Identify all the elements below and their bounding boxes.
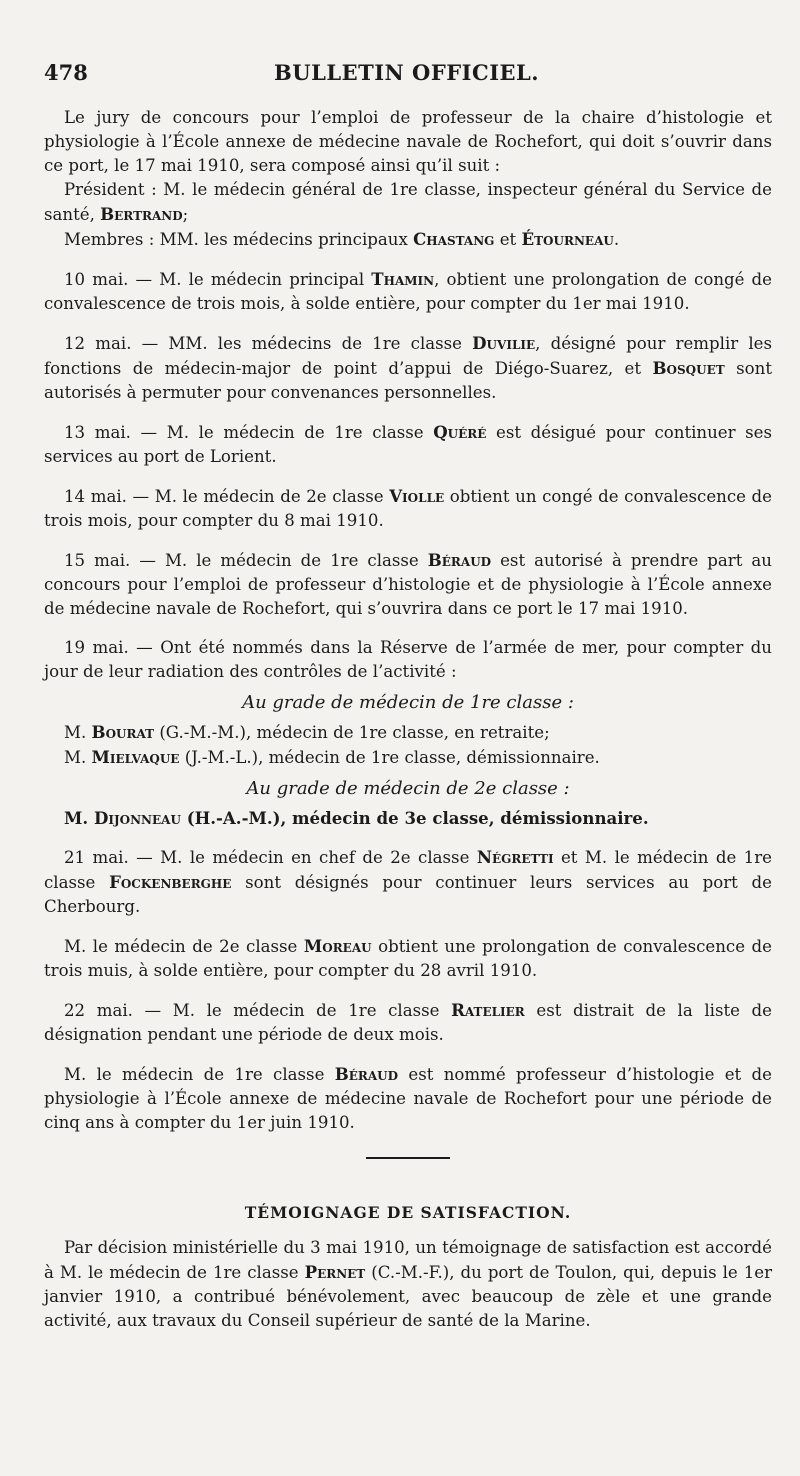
entry-21-mai: 21 mai. — M. le médecin en chef de 2e classe Négretti et M. le médecin de 1re classe Fockenberghe sont désignés pour continuer leurs services au port de Cherbourg.: [44, 847, 772, 916]
entry-13-mai: 13 mai. — M. le médecin de 1re classe Quéré est désigué pour continuer ses services au port de Lorient.: [44, 422, 773, 466]
entry-14-mai: 14 mai. — M. le médecin de 2e classe Violle obtient un congé de convalescence de trois mois, pour compter du 8 mai 1910.: [44, 486, 773, 530]
grade-heading-1: Au grade de médecin de 1re classe :: [242, 692, 574, 713]
entry-moreau: M. le médecin de 2e classe Moreau obtient une prolongation de convalescence de trois muis, à solde entière, pour compter du 28 avril 1910.: [44, 936, 772, 980]
grade-heading-2: Au grade de médecin de 2e classe :: [246, 778, 570, 799]
running-title: BULLETIN OFFICIEL.: [274, 60, 540, 85]
page-header: [44, 60, 772, 100]
satisfaction-paragraph: Par décision ministérielle du 3 mai 1910, un témoignage de satisfaction est accordé à M. le médecin de 1re classe Pernet (C.-M.-F.), du port de Toulon, qui, depuis le 1er janvier 1910, a contribué bénévolement, avec beaucoup de zèle et une grande activité, aux travaux du Conseil supérieur de santé de la Marine.: [44, 1238, 773, 1330]
section-title-satisfaction: TÉMOIGNAGE DE SATISFACTION.: [244, 1203, 572, 1222]
entry-19-mai: 19 mai. — Ont été nommés dans la Réserve de l’armée de mer, pour compter du jour de leur radiation des contrôles de l’activité :: [44, 638, 772, 681]
entry-22-mai: 22 mai. — M. le médecin de 1re classe Ratelier est distrait de la liste de désignation pendant une période de deux mois.: [44, 1000, 772, 1044]
jury-members: Membres : MM. les médecins principaux Chastang et Étourneau.: [64, 229, 620, 249]
entry-15-mai: 15 mai. — M. le médecin de 1re classe Béraud est autorisé à prendre part au concours pour l’emploi de professeur d’histologie et de physiologie à l’École annexe de médecine navale de Rochefort, qui s’ouvrira dans ce port le 17 mai 1910.: [44, 550, 772, 618]
page-number: 478: [44, 60, 88, 85]
jury-paragraph: Le jury de concours pour l’emploi de professeur de la chaire d’histologie et physiologie à l’École annexe de médecine navale de Rochefort, qui doit s’ouvrir dans ce port, le 17 mai 1910, sera composé ainsi qu’il suit :: [44, 108, 772, 175]
entry-beraud-nomination: M. le médecin de 1re classe Béraud est nommé professeur d’histologie et de physiologie à l’École annexe de médecine navale de Rochefort pour une période de cinq ans à compter du 1er juin 1910.: [44, 1064, 772, 1132]
reserve-line-bourat: M. Bourat (G.-M.-M.), médecin de 1re classe, en retraite;: [64, 722, 550, 742]
section-divider: [366, 1157, 450, 1159]
entry-12-mai: 12 mai. — MM. les médecins de 1re classe Duvilie, désigné pour remplir les fonctions de médecin-major de point d’appui de Diégo-Suarez, et Bosquet sont autorisés à permuter pour convenances personnelles.: [44, 333, 772, 402]
entry-10-mai: 10 mai. — M. le médecin principal Thamin, obtient une prolongation de congé de convalescence de trois mois, à solde entière, pour compter du 1er mai 1910.: [44, 269, 772, 313]
reserve-line-mielvaque: M. Mielvaque (J.-M.-L.), médecin de 1re classe, démissionnaire.: [64, 747, 600, 767]
jury-president: Président : M. le médecin général de 1re classe, inspecteur général du Service de santé, Bertrand;: [44, 180, 772, 224]
reserve-line-dijonneau: M. Dijonneau (H.-A.-M.), médecin de 3e classe, démissionnaire.: [64, 808, 649, 828]
